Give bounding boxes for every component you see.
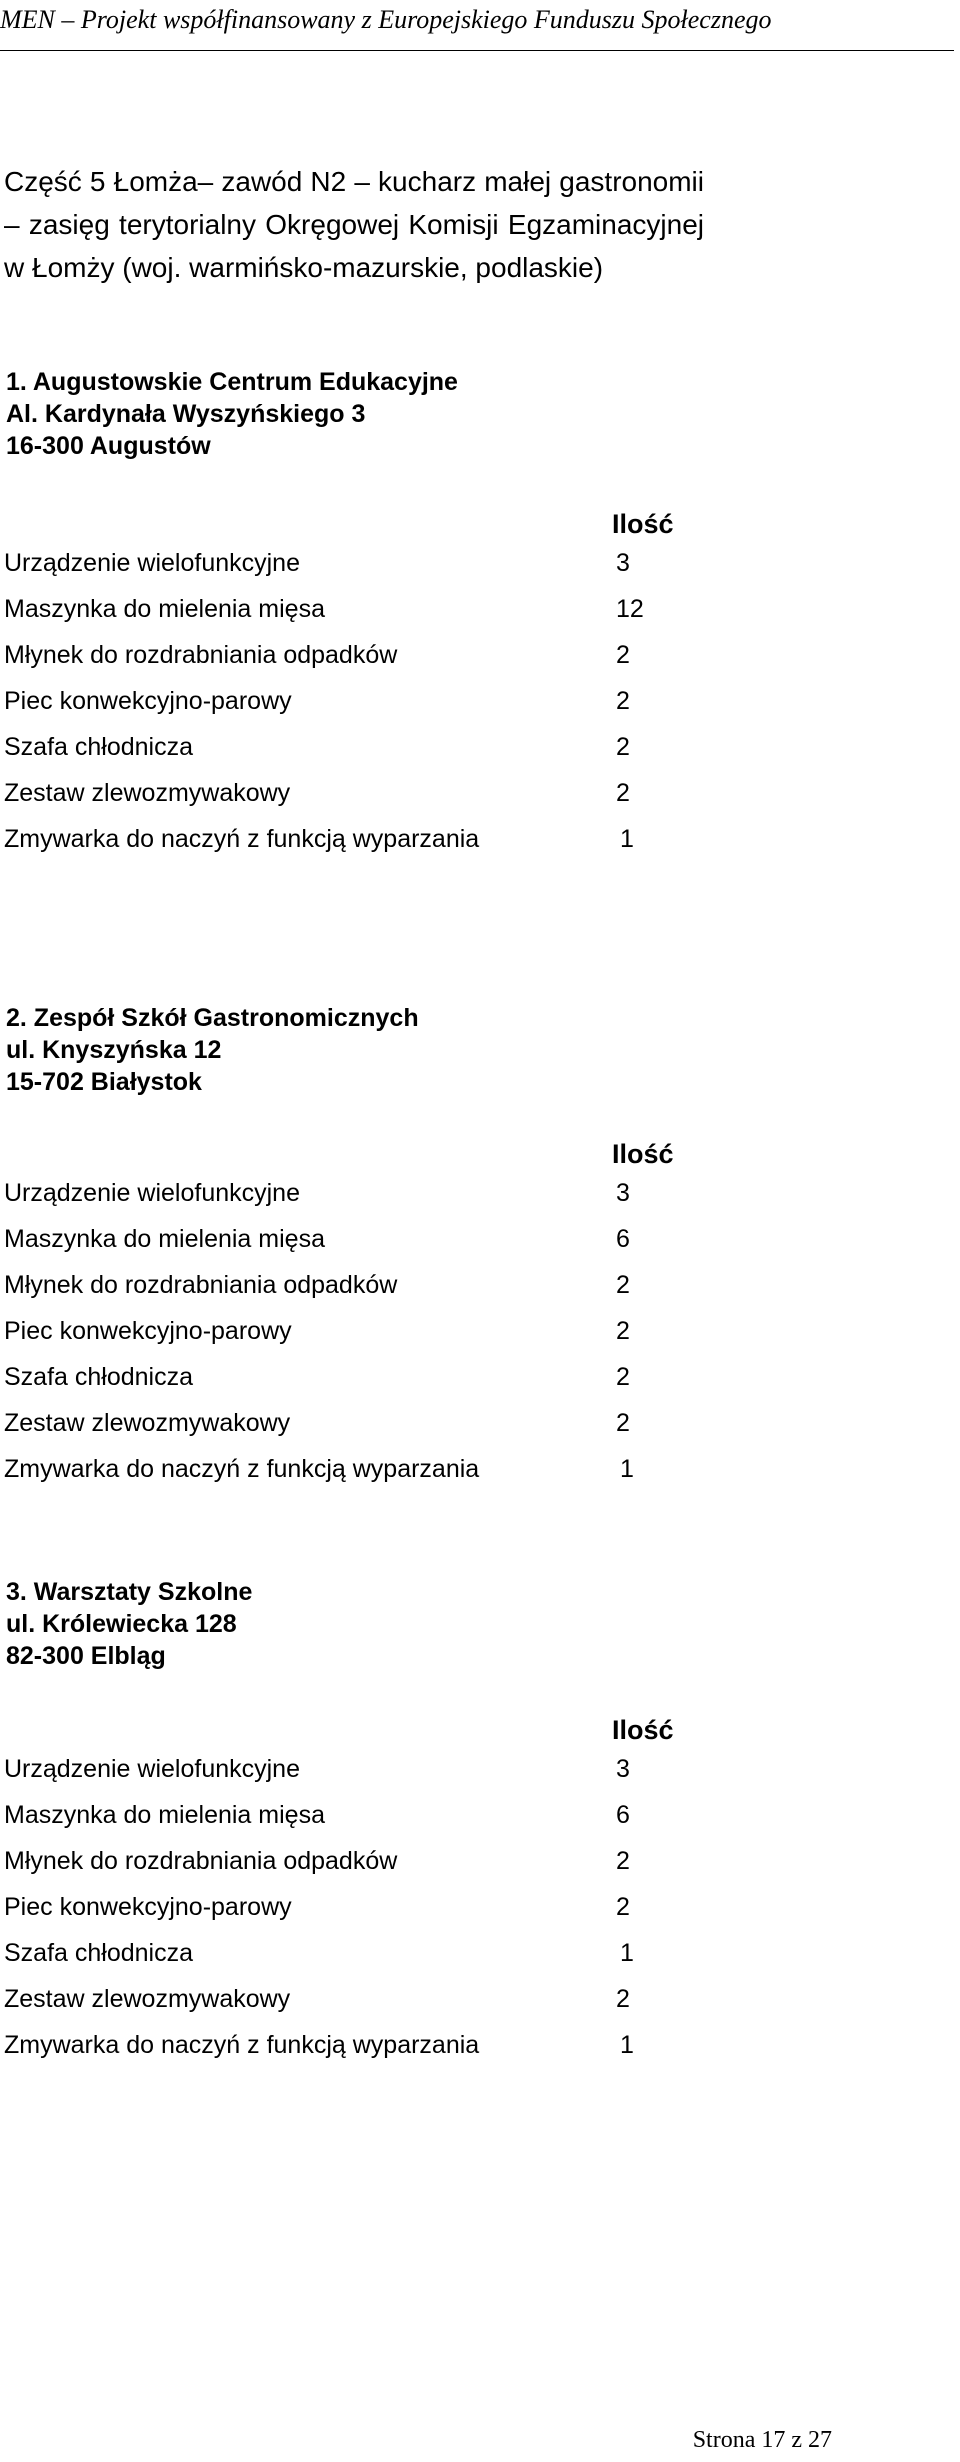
school-3-address	[6, 1576, 252, 1672]
school-1-equipment-list	[4, 540, 704, 862]
item-quantity: 1	[620, 1939, 634, 1967]
quantity-column-header: Ilość	[612, 1139, 674, 1169]
item-name: Zestaw zlewozmywakowy	[4, 1409, 291, 1437]
item-name: Zestaw zlewozmywakowy	[4, 779, 291, 807]
school-name: 1. Augustowskie Centrum Edukacyjne	[6, 368, 458, 396]
list-item	[4, 724, 704, 770]
item-quantity: 2	[616, 1409, 630, 1437]
item-name: Szafa chłodnicza	[4, 1939, 194, 1967]
list-item	[4, 1884, 704, 1930]
list-item	[4, 678, 704, 724]
item-name: Maszynka do mielenia mięsa	[4, 1801, 325, 1829]
item-quantity: 2	[616, 1271, 630, 1299]
item-name: Zmywarka do naczyń z funkcją wyparzania	[4, 825, 480, 853]
list-item	[4, 1746, 704, 1792]
list-item	[4, 1400, 704, 1446]
school-1-address	[6, 366, 458, 462]
item-name: Piec konwekcyjno-parowy	[4, 687, 292, 715]
list-item	[4, 1308, 704, 1354]
item-quantity: 3	[616, 1179, 630, 1207]
item-quantity: 2	[616, 1363, 630, 1391]
list-item	[4, 1354, 704, 1400]
item-name: Młynek do rozdrabniania odpadków	[4, 1847, 398, 1875]
item-name: Młynek do rozdrabniania odpadków	[4, 641, 398, 669]
school-3-equipment-list	[4, 1746, 704, 2068]
item-name: Szafa chłodnicza	[4, 1363, 194, 1391]
item-name: Zmywarka do naczyń z funkcją wyparzania	[4, 2031, 480, 2059]
school-city: 16-300 Augustów	[6, 432, 211, 460]
list-item	[4, 1838, 704, 1884]
school-name: 3. Warsztaty Szkolne	[6, 1578, 253, 1606]
item-quantity: 2	[616, 1893, 630, 1921]
item-name: Maszynka do mielenia mięsa	[4, 1225, 325, 1253]
school-street: Al. Kardynała Wyszyńskiego 3	[6, 400, 366, 428]
page-header: MEN – Projekt współfinansowany z Europejskiego Funduszu Społecznego	[0, 0, 954, 51]
list-item	[4, 1976, 704, 2022]
item-quantity: 1	[620, 2031, 634, 2059]
quantity-column-header: Ilość	[612, 1715, 674, 1745]
item-quantity: 12	[616, 595, 644, 623]
item-name: Młynek do rozdrabniania odpadków	[4, 1271, 398, 1299]
item-quantity: 3	[616, 1755, 630, 1783]
school-2-equipment-list	[4, 1170, 704, 1492]
item-name: Urządzenie wielofunkcyjne	[4, 549, 300, 577]
list-item	[4, 586, 704, 632]
item-quantity: 1	[620, 825, 634, 853]
item-name: Urządzenie wielofunkcyjne	[4, 1755, 300, 1783]
item-quantity: 2	[616, 641, 630, 669]
item-name: Szafa chłodnicza	[4, 733, 194, 761]
school-city: 15-702 Białystok	[6, 1068, 202, 1096]
item-name: Urządzenie wielofunkcyjne	[4, 1179, 300, 1207]
list-item	[4, 1930, 704, 1976]
school-street: ul. Knyszyńska 12	[6, 1036, 222, 1064]
list-item	[4, 816, 704, 862]
item-quantity: 1	[620, 1455, 634, 1483]
list-item	[4, 1262, 704, 1308]
school-name: 2. Zespół Szkół Gastronomicznych	[6, 1004, 419, 1032]
item-quantity: 2	[616, 733, 630, 761]
quantity-column-header: Ilość	[612, 509, 674, 539]
list-item	[4, 632, 704, 678]
item-quantity: 2	[616, 1317, 630, 1345]
item-quantity: 2	[616, 687, 630, 715]
item-name: Piec konwekcyjno-parowy	[4, 1317, 292, 1345]
item-quantity: 6	[616, 1801, 630, 1829]
item-quantity: 6	[616, 1225, 630, 1253]
list-item	[4, 770, 704, 816]
item-name: Zmywarka do naczyń z funkcją wyparzania	[4, 1455, 480, 1483]
item-quantity: 2	[616, 1847, 630, 1875]
item-quantity: 2	[616, 1985, 630, 2013]
item-name: Zestaw zlewozmywakowy	[4, 1985, 291, 2013]
list-item	[4, 1446, 704, 1492]
section-intro: Część 5 Łomża– zawód N2 – kucharz małej gastronomii – zasięg terytorialny Okręgowej Komisji Egzaminacyjnej w Łomży (woj. warmińsko-mazurskie, podlaskie)	[4, 166, 704, 283]
page-number: Strona 17 z 27	[692, 2427, 832, 2453]
list-item	[4, 1216, 704, 1262]
list-item	[4, 2022, 704, 2068]
item-quantity: 2	[616, 779, 630, 807]
item-name: Maszynka do mielenia mięsa	[4, 595, 325, 623]
item-name: Piec konwekcyjno-parowy	[4, 1893, 292, 1921]
school-city: 82-300 Elbląg	[6, 1642, 166, 1670]
list-item	[4, 1792, 704, 1838]
list-item	[4, 540, 704, 586]
school-2-address	[6, 1002, 419, 1098]
item-quantity: 3	[616, 549, 630, 577]
school-street: ul. Królewiecka 128	[6, 1610, 237, 1638]
list-item	[4, 1170, 704, 1216]
